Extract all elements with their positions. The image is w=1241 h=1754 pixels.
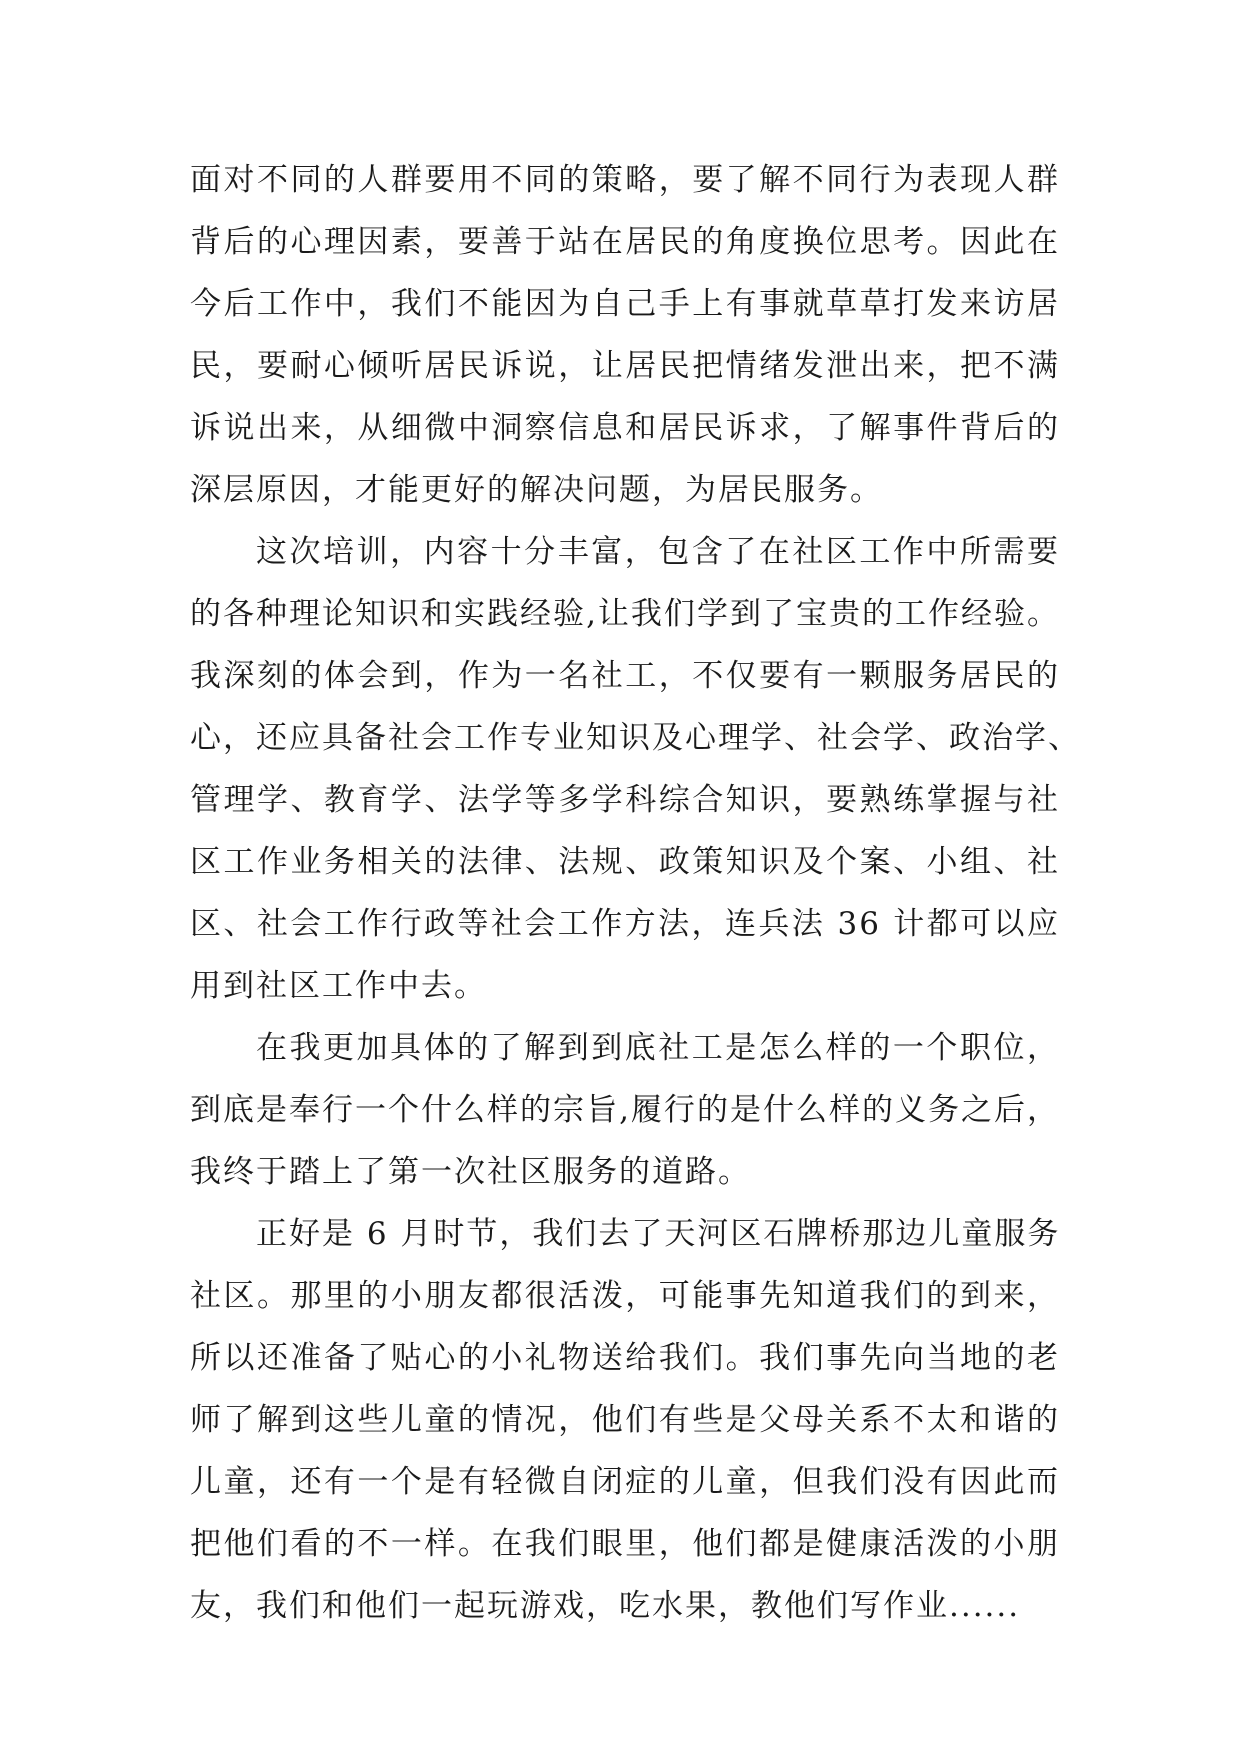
text-line: 深层原因，才能更好的解决问题，为居民服务。 xyxy=(190,472,883,508)
text-line: 师了解到这些儿童的情况，他们有些是父母关系不太和谐的 xyxy=(190,1402,1060,1438)
text-line: 的各种理论知识和实践经验,让我们学到了宝贵的工作经验。 xyxy=(190,596,1060,632)
text-line: 诉说出来，从细微中洞察信息和居民诉求，了解事件背后的 xyxy=(190,410,1060,446)
text-line: 社区。那里的小朋友都很活泼，可能事先知道我们的到来， xyxy=(190,1278,1060,1314)
paragraph-first-line: 正好是 6 月时节，我们去了天河区石牌桥那边儿童服务 xyxy=(256,1216,1061,1252)
text-line: 用到社区工作中去。 xyxy=(190,968,487,1004)
text-line: 我深刻的体会到，作为一名社工，不仅要有一颗服务居民的 xyxy=(190,658,1060,694)
text-line: 民，要耐心倾听居民诉说，让居民把情绪发泄出来，把不满 xyxy=(190,348,1060,384)
text-line: 今后工作中，我们不能因为自己手上有事就草草打发来访居 xyxy=(190,286,1060,322)
paragraph-first-line: 在我更加具体的了解到到底社工是怎么样的一个职位， xyxy=(256,1030,1060,1066)
text-line: 心，还应具备社会工作专业知识及心理学、社会学、政治学、 xyxy=(190,720,1081,756)
text-line: 到底是奉行一个什么样的宗旨,履行的是什么样的义务之后， xyxy=(190,1092,1060,1128)
text-line: 区、社会工作行政等社会工作方法，连兵法 36 计都可以应 xyxy=(190,906,1060,942)
text-line: 友，我们和他们一起玩游戏，吃水果，教他们写作业...... xyxy=(190,1588,1021,1624)
text-line: 所以还准备了贴心的小礼物送给我们。我们事先向当地的老 xyxy=(190,1340,1060,1376)
document-body xyxy=(190,157,1081,1645)
text-line: 管理学、教育学、法学等多学科综合知识，要熟练掌握与社 xyxy=(190,782,1060,818)
text-line: 儿童，还有一个是有轻微自闭症的儿童，但我们没有因此而 xyxy=(190,1464,1060,1500)
text-line: 面对不同的人群要用不同的策略，要了解不同行为表现人群 xyxy=(190,162,1060,198)
text-line: 把他们看的不一样。在我们眼里，他们都是健康活泼的小朋 xyxy=(190,1526,1060,1562)
text-line: 我终于踏上了第一次社区服务的道路。 xyxy=(190,1154,751,1190)
text-line: 区工作业务相关的法律、法规、政策知识及个案、小组、社 xyxy=(190,844,1060,880)
text-line: 背后的心理因素，要善于站在居民的角度换位思考。因此在 xyxy=(190,224,1060,260)
paragraph-first-line: 这次培训，内容十分丰富，包含了在社区工作中所需要 xyxy=(256,534,1060,570)
